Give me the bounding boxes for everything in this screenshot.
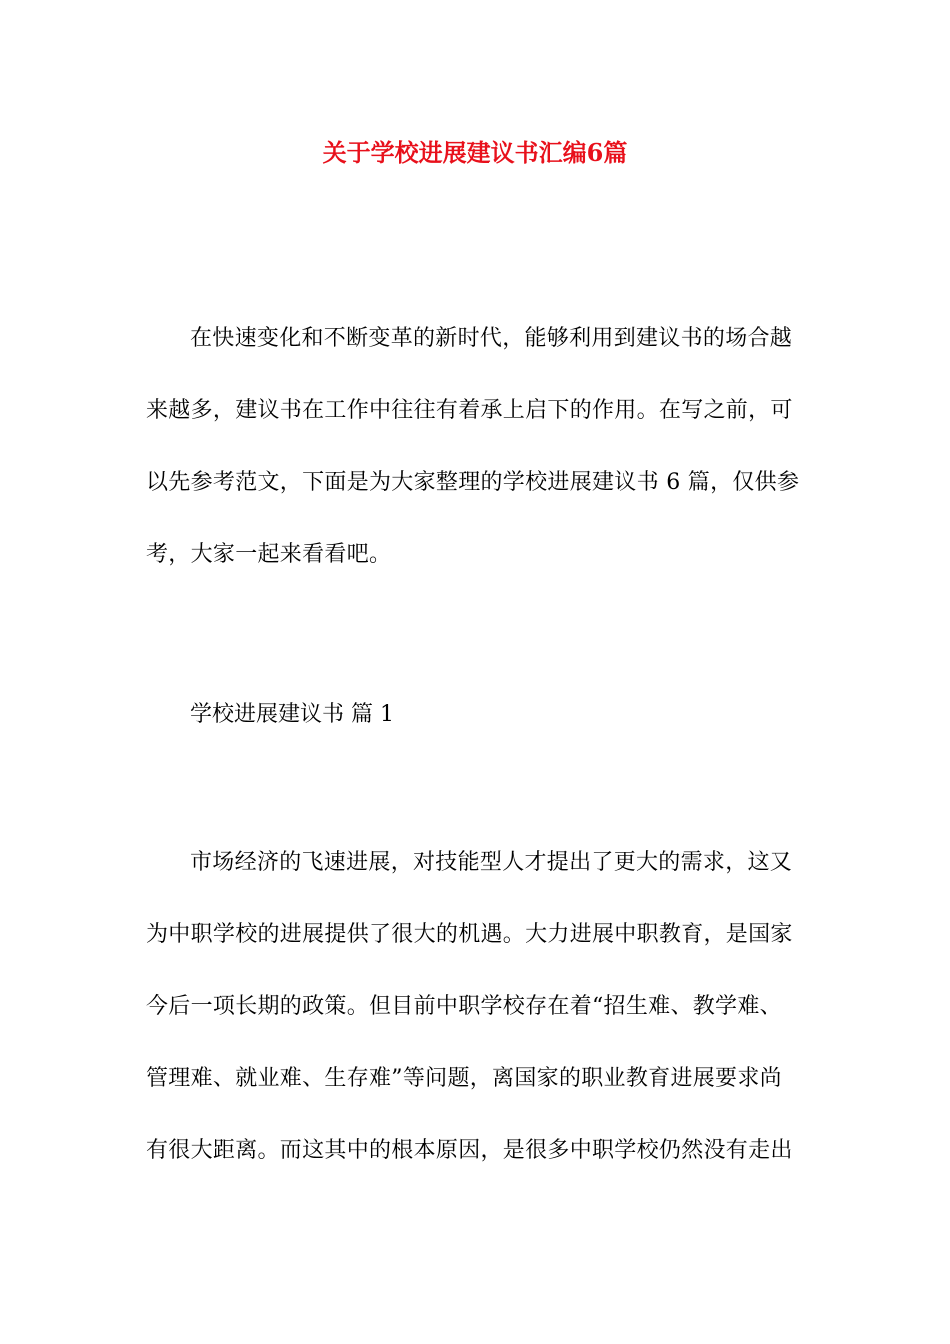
intro-line: 考，大家一起来看看吧。 [146, 542, 392, 567]
body-line: 市场经济的飞速进展，对技能型人才提出了更大的需求，这又 [190, 850, 793, 875]
body-line: 有很大距离。而这其中的根本原因，是很多中职学校仍然没有走出 [146, 1138, 793, 1163]
document-title: 关于学校进展建议书汇编6篇 [322, 138, 628, 167]
body-line: 今后一项长期的政策。但目前中职学校存在着“招生难、教学难、 [146, 994, 782, 1019]
intro-line: 以先参考范文，下面是为大家整理的学校进展建议书 6 篇，仅供参 [146, 470, 800, 495]
body-line: 为中职学校的进展提供了很大的机遇。大力进展中职教育，是国家 [146, 922, 793, 947]
body-paragraph [146, 827, 806, 1187]
intro-line: 来越多，建议书在工作中往往有着承上启下的作用。在写之前，可 [146, 398, 793, 423]
body-line: 管理难、就业难、生存难”等问题，离国家的职业教育进展要求尚 [146, 1066, 782, 1091]
intro-line: 在快速变化和不断变革的新时代，能够利用到建议书的场合越 [190, 326, 793, 351]
section-heading: 学校进展建议书 篇 1 [190, 702, 394, 727]
intro-paragraph [146, 303, 806, 591]
